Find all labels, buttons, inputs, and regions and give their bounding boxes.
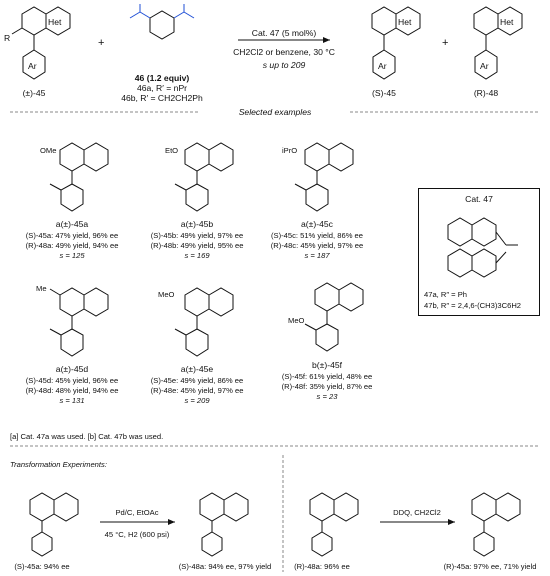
transform-r48a: (R)-48a: 96% ee <box>294 562 350 571</box>
section-title: Selected examples <box>238 107 312 117</box>
prod2-ar-label: Ar <box>480 61 489 71</box>
l2-45d: (R)-48d: 48% yield, 94% ee <box>25 386 119 395</box>
catalyst-47a: 47a, R″ = Ph <box>424 290 468 299</box>
transform-s45a-structure <box>30 493 78 556</box>
example-45d-structure <box>50 288 108 356</box>
ar-label: Ar <box>28 61 37 71</box>
transform-cond1-bot: 45 °C, H2 (600 psi) <box>104 530 170 539</box>
footnote: [a] Cat. 47a was used. [b] Cat. 47b was used. <box>10 432 164 441</box>
product-r48-label: (R)-48 <box>473 88 499 98</box>
example-45a-structure <box>50 143 108 211</box>
l3-45c: s = 187 <box>304 251 330 260</box>
l1-45e: (S)-45e: 49% yield, 86% ee <box>150 376 244 385</box>
transform-r48a-structure <box>310 493 358 556</box>
l3-45b: s = 169 <box>184 251 210 260</box>
l2-45f: (R)-48f: 35% yield, 87% ee <box>281 382 373 391</box>
l2-45b: (R)-48b: 49% yield, 95% ee <box>150 241 244 250</box>
example-45c-structure <box>295 143 353 211</box>
l1-45a: (S)-45a: 47% yield, 96% ee <box>25 231 119 240</box>
transform-s48a: (S)-48a: 94% ee, 97% yield <box>178 562 272 571</box>
l2-45c: (R)-48c: 45% yield, 97% ee <box>270 241 364 250</box>
hantzsch-ester-46-structure <box>130 4 194 39</box>
catalyst-title: Cat. 47 <box>465 194 493 204</box>
sub-45e: MeO <box>158 290 175 299</box>
name-45d: a(±)-45d <box>55 364 89 374</box>
product-s45-label: (S)-45 <box>372 88 396 98</box>
sub-45b: EtO <box>165 146 179 155</box>
sub-45f: MeO <box>288 316 305 325</box>
r-label: R <box>4 33 11 43</box>
transform-r45a-structure <box>472 493 520 556</box>
condition-catalyst: Cat. 47 (5 mol%) <box>251 28 317 38</box>
transform-title: Transformation Experiments: <box>10 460 107 469</box>
name-45a: a(±)-45a <box>55 219 89 229</box>
example-45b-structure <box>175 143 233 211</box>
example-45e-structure <box>175 288 233 356</box>
reagent-46-label: 46 (1.2 equiv) <box>134 73 190 83</box>
plus-sign-1: + <box>98 37 105 49</box>
l1-45b: (S)-45b: 49% yield, 97% ee <box>150 231 244 240</box>
sub-45c: iPrO <box>282 146 298 155</box>
condition-selectivity: s up to 209 <box>262 60 306 70</box>
name-45b: a(±)-45b <box>180 219 214 229</box>
prod1-het-label: Het <box>398 17 412 27</box>
l3-45e: s = 209 <box>184 396 210 405</box>
l1-45f: (S)-45f: 61% yield, 48% ee <box>281 372 373 381</box>
example-45f-structure <box>305 283 363 351</box>
catalyst-47b: 47b, R″ = 2,4,6-(CH3)3C6H2 <box>424 301 522 310</box>
plus-sign-2: + <box>442 37 449 49</box>
prod2-het-label: Het <box>500 17 514 27</box>
reagent-46a-label: 46a, R′ = nPr <box>136 83 188 93</box>
name-45e: a(±)-45e <box>180 364 214 374</box>
name-45f: b(±)-45f <box>311 360 343 370</box>
reagent-46b-label: 46b, R′ = CH2CH2Ph <box>121 93 203 103</box>
l3-45f: s = 23 <box>316 392 338 401</box>
l3-45d: s = 131 <box>59 396 85 405</box>
sub-45a: OMe <box>40 146 57 155</box>
l3-45a: s = 125 <box>59 251 85 260</box>
name-45c: a(±)-45c <box>301 219 333 229</box>
transform-cond2-top: DDQ, CH2Cl2 <box>393 508 441 517</box>
condition-solvent: CH2Cl2 or benzene, 30 °C <box>233 47 335 57</box>
transform-s45a: (S)-45a: 94% ee <box>14 562 70 571</box>
transform-cond1-top: Pd/C, EtOAc <box>115 508 159 517</box>
l1-45d: (S)-45d: 45% yield, 96% ee <box>25 376 119 385</box>
transform-r45a: (R)-45a: 97% ee, 71% yield <box>443 562 537 571</box>
sub-45d: Me <box>36 284 47 293</box>
l2-45a: (R)-48a: 49% yield, 94% ee <box>25 241 119 250</box>
l1-45c: (S)-45c: 51% yield, 86% ee <box>270 231 364 240</box>
prod1-ar-label: Ar <box>378 61 387 71</box>
l2-45e: (R)-48e: 45% yield, 97% ee <box>150 386 244 395</box>
transform-s48a-structure <box>200 493 248 556</box>
substrate-45-label: (±)-45 <box>22 88 46 98</box>
het-label: Het <box>48 17 62 27</box>
